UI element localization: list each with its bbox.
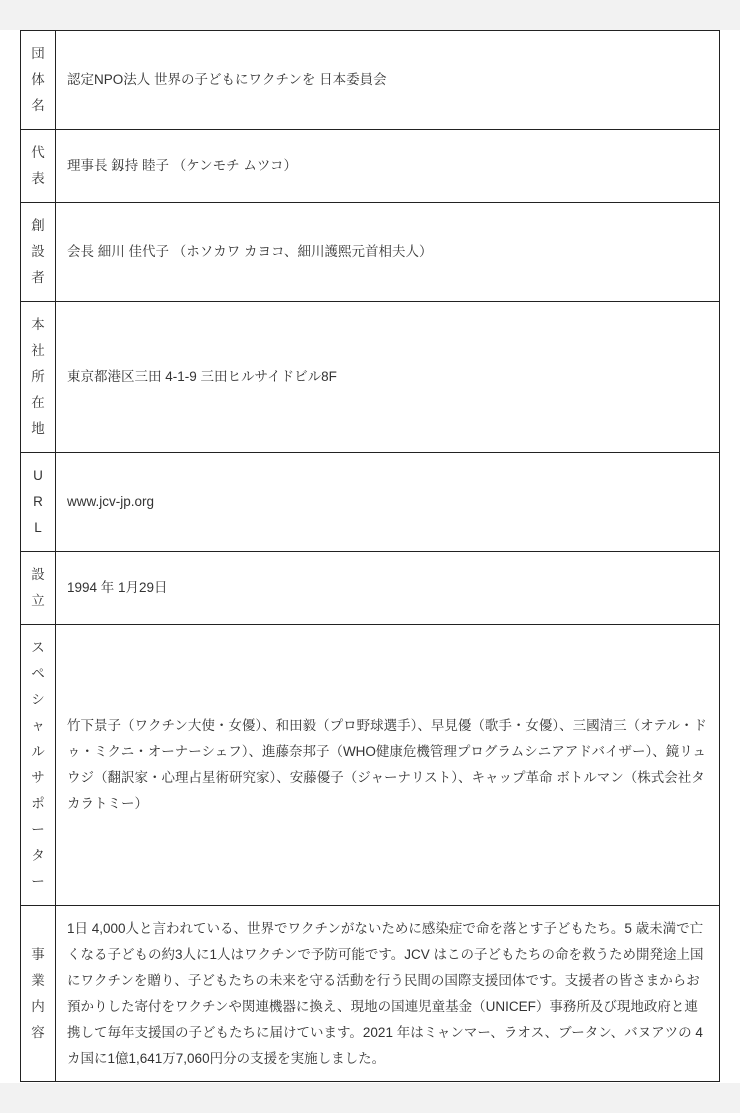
label-char: ル — [31, 744, 45, 759]
label-char: ャ — [31, 718, 45, 733]
label-char: タ — [31, 848, 45, 863]
label-char: 地 — [31, 421, 45, 436]
row-organization-name — [21, 31, 720, 130]
row-value: 1994 年 1月29日 — [56, 552, 720, 625]
label-char: 本 — [31, 317, 45, 332]
row-label — [21, 906, 56, 1082]
label-char: 在 — [31, 395, 45, 410]
top-band — [0, 0, 740, 30]
row-special-supporters — [21, 625, 720, 906]
bottom-band — [0, 1083, 740, 1113]
label-char: R — [33, 494, 43, 509]
label-char: 名 — [31, 98, 45, 113]
label-char: ポ — [31, 796, 45, 811]
label-char: 所 — [31, 369, 45, 384]
row-label — [21, 31, 56, 130]
label-char: 団 — [31, 46, 45, 61]
label-char: ス — [31, 640, 45, 655]
label-char: ー — [31, 822, 45, 837]
row-label — [21, 625, 56, 906]
label-char: 容 — [31, 1024, 45, 1040]
label-char: 立 — [31, 593, 45, 608]
row-business-description — [21, 906, 720, 1082]
row-label — [21, 130, 56, 203]
row-label — [21, 453, 56, 552]
label-char: 業 — [31, 972, 45, 988]
label-char: 社 — [31, 343, 45, 358]
label-char: U — [33, 468, 43, 483]
label-char: 事 — [31, 946, 45, 962]
row-url — [21, 453, 720, 552]
label-char: 設 — [31, 567, 45, 582]
label-char: ー — [31, 874, 45, 889]
label-char: シ — [31, 692, 45, 707]
row-value: 会長 細川 佳代子 （ホソカワ カヨコ、細川護熙元首相夫人） — [56, 203, 720, 302]
label-char: 者 — [31, 270, 45, 285]
row-value: 認定NPO法人 世界の子どもにワクチンを 日本委員会 — [56, 31, 720, 130]
organization-info-table — [20, 30, 720, 1082]
row-label — [21, 203, 56, 302]
label-char: ペ — [31, 666, 45, 681]
label-char: 設 — [31, 244, 45, 259]
row-value: 東京都港区三田 4-1-9 三田ヒルサイドビル8F — [56, 302, 720, 453]
row-label — [21, 552, 56, 625]
label-char: 内 — [31, 998, 45, 1014]
label-char: サ — [31, 770, 45, 785]
label-char: 体 — [31, 72, 45, 87]
row-value: www.jcv-jp.org — [56, 453, 720, 552]
row-established — [21, 552, 720, 625]
row-value: 竹下景子（ワクチン大使・女優）、和田毅（プロ野球選手）、早見優（歌手・女優）、三國清三（オテル・ドゥ・ミクニ・オーナーシェフ）、進藤奈邦子（WHO健康危機管理プログラムシニアアドバイザー）、鏡リュウジ（翻訳家・心理占星術研究家）、安藤優子（ジャーナリスト）、キャップ革命 ボトルマン（株式会社タカラトミー） — [56, 625, 720, 906]
label-char: L — [34, 520, 42, 535]
label-char: 創 — [31, 218, 45, 233]
label-char: 代 — [31, 145, 45, 160]
row-label — [21, 302, 56, 453]
row-founder — [21, 203, 720, 302]
row-representative — [21, 130, 720, 203]
row-value: 1日 4,000人と言われている、世界でワクチンがないために感染症で命を落とす子どもたち。5 歳未満で亡くなる子どもの約3人に1人はワクチンで予防可能です。JCV はこの子どもたちの命を救うため開発途上国にワクチンを贈り、子どもたちの未来を守る活動を行う民間の国際支援団体です。支援者の皆さまからお預かりした寄付をワクチンや関連機器に換え、現地の国連児童基金（UNICEF）事務所及び現地政府と連携して毎年支援国の子どもたちに届けています。2021 年はミャンマー、ラオス、ブータン、バヌアツの 4 カ国に1億1,641万7,060円分の支援を実施しました。 — [56, 906, 720, 1082]
row-value: 理事長 釼持 睦子 （ケンモチ ムツコ） — [56, 130, 720, 203]
label-char: 表 — [31, 171, 45, 186]
row-head-office-address — [21, 302, 720, 453]
